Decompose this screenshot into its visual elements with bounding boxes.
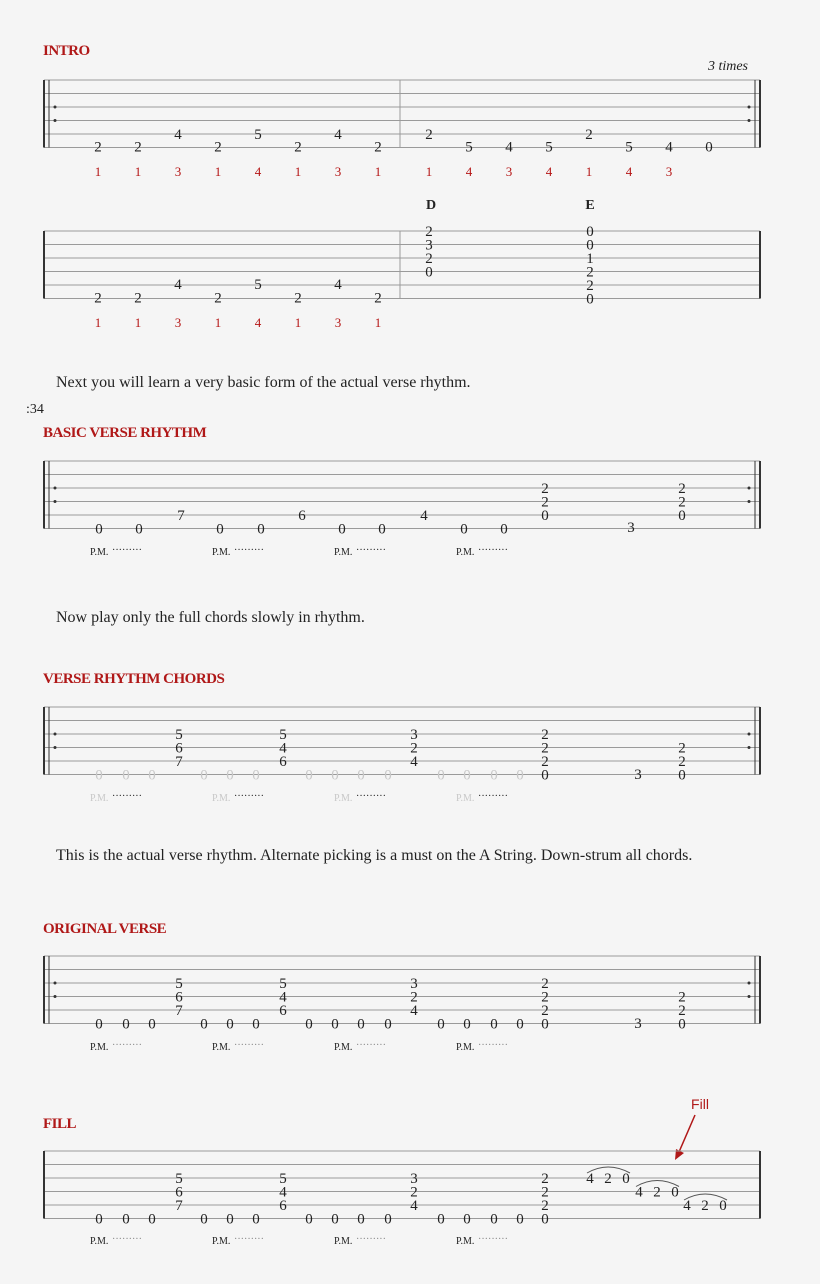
- instruction-text: Next you will learn a very basic form of the actual verse rhythm.: [56, 374, 471, 391]
- tab-note: 4: [174, 277, 182, 293]
- instruction-text: This is the actual verse rhythm. Alternate picking is a must on the A String. Down-strum all chords.: [56, 847, 693, 864]
- tab-note: 4: [505, 139, 513, 156]
- finger-number: 3: [665, 164, 673, 179]
- tab-note: 2: [701, 1198, 709, 1214]
- palm-mute-marker: P.M.: [212, 793, 231, 804]
- repeat-dot: [748, 500, 751, 503]
- tab-note: 4: [665, 139, 673, 156]
- tab-note: 0: [541, 1016, 549, 1033]
- timestamp: :34: [26, 402, 44, 417]
- tab-note: 2: [541, 754, 549, 770]
- tab-note: 0: [200, 767, 208, 784]
- tab-note: 0: [516, 1016, 524, 1033]
- palm-mute-marker: P.M.: [90, 547, 109, 558]
- tab-notes: [90, 80, 727, 1247]
- finger-number: 1: [94, 164, 102, 179]
- finger-number: 1: [425, 164, 433, 179]
- finger-number: 4: [545, 164, 553, 179]
- repeat-dot: [748, 995, 751, 998]
- palm-mute-marker: P.M.: [334, 547, 353, 558]
- tab-note: 4: [334, 127, 342, 143]
- staves: [44, 80, 760, 1219]
- palm-mute-marker: P.M.: [334, 1236, 353, 1247]
- tab-note: 0: [437, 1211, 445, 1228]
- tab-note: 2: [586, 278, 594, 294]
- finger-number: 4: [625, 164, 633, 179]
- tab-note: 0: [216, 521, 224, 538]
- fill-label: Fill: [691, 1096, 709, 1112]
- tab-note: 7: [175, 1003, 183, 1019]
- tab-note: 2: [541, 494, 549, 511]
- palm-mute-dots: ·········: [478, 545, 508, 556]
- tab-note: 0: [122, 767, 130, 784]
- tab-note: 0: [463, 1211, 471, 1228]
- tab-note: 3: [410, 727, 418, 743]
- tab-note: 0: [135, 521, 143, 538]
- tab-note: 0: [437, 1016, 445, 1033]
- tab-note: 3: [634, 1016, 642, 1032]
- tab-note: 2: [678, 1003, 686, 1019]
- tab-note: 2: [214, 290, 222, 307]
- tab-note: 0: [490, 1211, 498, 1228]
- tab-note: 2: [678, 494, 686, 511]
- palm-mute-dots: ·········: [112, 1040, 142, 1051]
- staff-intro-2: [44, 231, 760, 299]
- tab-note: 0: [490, 767, 498, 784]
- repeat-dot: [54, 487, 57, 490]
- tab-note: 3: [410, 976, 418, 992]
- staff-verse-chords: [44, 707, 760, 775]
- tab-note: 0: [95, 767, 103, 784]
- tab-note: 2: [604, 1171, 612, 1187]
- fill-arrow: [679, 1115, 695, 1152]
- tab-note: 0: [331, 767, 339, 784]
- chord-name-e: E: [585, 198, 595, 213]
- repeat-dot: [54, 106, 57, 109]
- tab-note: 0: [586, 224, 594, 240]
- tab-note: 4: [683, 1198, 691, 1214]
- tab-note: 0: [95, 521, 103, 538]
- tab-note: 0: [148, 1211, 156, 1228]
- tab-note: 0: [148, 767, 156, 784]
- tab-note: 2: [294, 290, 302, 307]
- section-title-verse-chords: VERSE RHYTHM CHORDS: [43, 671, 225, 687]
- tab-note: 0: [338, 521, 346, 538]
- tab-note: 0: [378, 521, 386, 538]
- tab-note: 2: [94, 290, 102, 307]
- palm-mute-dots: ·········: [234, 1040, 264, 1051]
- tab-note: 0: [122, 1211, 130, 1228]
- finger-number: 3: [334, 164, 342, 179]
- palm-mute-marker: P.M.: [212, 1042, 231, 1053]
- tab-note: 0: [500, 521, 508, 538]
- palm-mute-marker: P.M.: [90, 793, 109, 804]
- palm-mute-dots: ·········: [478, 1234, 508, 1245]
- repeat-dot: [54, 733, 57, 736]
- tab-note: 6: [175, 1184, 183, 1201]
- tab-note: 6: [279, 1003, 287, 1019]
- tab-note: 0: [384, 767, 392, 784]
- tab-note: 0: [226, 1211, 234, 1228]
- palm-mute-marker: P.M.: [90, 1042, 109, 1053]
- tab-note: 0: [384, 1211, 392, 1228]
- tab-note: 2: [585, 127, 593, 143]
- tab-note: 3: [425, 237, 433, 254]
- palm-mute-dots: ·········: [234, 545, 264, 556]
- repeat-dot: [54, 500, 57, 503]
- palm-mute-marker: P.M.: [212, 1236, 231, 1247]
- palm-mute-dots: ·········: [112, 545, 142, 556]
- tab-note: 4: [635, 1184, 643, 1201]
- tab-note: 2: [586, 264, 594, 281]
- palm-mute-marker: P.M.: [456, 1042, 475, 1053]
- repeat-dot: [748, 982, 751, 985]
- finger-number: 1: [374, 164, 382, 179]
- tab-note: 2: [678, 481, 686, 497]
- repeat-dot: [54, 119, 57, 122]
- finger-number: 1: [134, 164, 142, 179]
- palm-mute-dots: ·········: [234, 791, 264, 802]
- section-title-basic-verse: BASIC VERSE RHYTHM: [43, 425, 207, 441]
- tab-note: 0: [622, 1171, 630, 1187]
- tab-note: 0: [671, 1184, 679, 1201]
- tab-note: 0: [384, 1016, 392, 1033]
- tab-note: 0: [252, 1211, 260, 1228]
- staff-intro-1: [44, 80, 760, 148]
- repeat-dot: [54, 746, 57, 749]
- tab-note: 1: [586, 251, 594, 267]
- palm-mute-dots: ·········: [112, 1234, 142, 1245]
- palm-mute-marker: P.M.: [456, 1236, 475, 1247]
- tab-note: 4: [279, 989, 287, 1006]
- finger-number: 3: [334, 315, 342, 330]
- tab-note: 0: [331, 1211, 339, 1228]
- tab-note: 2: [294, 139, 302, 156]
- tab-note: 4: [410, 754, 418, 770]
- tab-note: 5: [545, 139, 553, 156]
- tab-note: 0: [719, 1198, 727, 1214]
- staff-basic-verse: [44, 461, 760, 529]
- tab-note: 0: [586, 291, 594, 308]
- chord-name-d: D: [425, 198, 437, 213]
- palm-mute-marker: P.M.: [456, 547, 475, 558]
- tab-note: 6: [175, 740, 183, 757]
- tab-note: 0: [541, 508, 549, 524]
- tab-note: 4: [334, 277, 342, 293]
- instruction-text: Now play only the full chords slowly in rhythm.: [56, 609, 365, 626]
- finger-number: 1: [585, 164, 593, 179]
- tab-note: 5: [279, 727, 287, 743]
- tab-note: 0: [95, 1016, 103, 1033]
- finger-number: 4: [254, 164, 262, 179]
- tab-note: 0: [95, 1211, 103, 1228]
- tab-note: 0: [678, 1016, 686, 1033]
- repeat-dot: [54, 982, 57, 985]
- palm-mute-dots: ·········: [356, 545, 386, 556]
- staff-original-verse: [44, 956, 760, 1024]
- tab-note: 2: [134, 290, 142, 307]
- tab-note: 2: [541, 1184, 549, 1201]
- tab-note: 5: [465, 139, 473, 156]
- repeat-dot: [748, 487, 751, 490]
- finger-number: 1: [374, 315, 382, 330]
- palm-mute-dots: ·········: [356, 791, 386, 802]
- tab-note: 5: [279, 1171, 287, 1187]
- tab-note: 2: [541, 976, 549, 992]
- tab-note: 0: [490, 1016, 498, 1033]
- tab-note: 5: [625, 139, 633, 156]
- tab-note: 0: [200, 1211, 208, 1228]
- finger-number: 3: [174, 315, 182, 330]
- tab-note: 2: [214, 139, 222, 156]
- tab-note: 0: [305, 767, 313, 784]
- tab-note: 0: [460, 521, 468, 538]
- tab-note: 2: [541, 1003, 549, 1019]
- tab-note: 0: [425, 264, 433, 281]
- tab-note: 0: [586, 237, 594, 254]
- tab-note: 0: [257, 521, 265, 538]
- tab-note: 0: [331, 1016, 339, 1033]
- repeat-dot: [748, 733, 751, 736]
- tab-note: 6: [175, 989, 183, 1006]
- tab-note: 7: [175, 754, 183, 770]
- palm-mute-dots: ·········: [112, 791, 142, 802]
- tab-note: 0: [357, 767, 365, 784]
- tab-note: 0: [516, 767, 524, 784]
- tab-note: 4: [279, 740, 287, 757]
- tab-note: 7: [175, 1198, 183, 1214]
- tab-note: 2: [541, 1171, 549, 1187]
- tab-note: 6: [279, 1198, 287, 1214]
- tab-note: 0: [516, 1211, 524, 1228]
- tab-note: 2: [410, 989, 418, 1006]
- tab-note: 0: [357, 1016, 365, 1033]
- palm-mute-marker: P.M.: [334, 1042, 353, 1053]
- tab-note: 2: [410, 1184, 418, 1201]
- tab-note: 3: [410, 1171, 418, 1187]
- section-title-intro: INTRO: [43, 43, 90, 59]
- tab-note: 5: [254, 127, 262, 143]
- tab-note: 0: [200, 1016, 208, 1033]
- tab-note: 2: [374, 290, 382, 307]
- tab-note: 5: [175, 727, 183, 743]
- tab-note: 2: [541, 727, 549, 743]
- finger-number: 3: [505, 164, 513, 179]
- tab-note: 3: [634, 767, 642, 783]
- finger-number: 1: [214, 164, 222, 179]
- finger-number: 4: [254, 315, 262, 330]
- palm-mute-marker: P.M.: [212, 547, 231, 558]
- tab-note: 5: [175, 976, 183, 992]
- tab-note: 2: [678, 754, 686, 770]
- tab-note: 0: [678, 508, 686, 524]
- tab-note: 2: [410, 740, 418, 757]
- tab-note: 0: [252, 1016, 260, 1033]
- palm-mute-dots: ·········: [356, 1234, 386, 1245]
- section-title-fill: FILL: [43, 1116, 77, 1132]
- finger-number: 1: [294, 315, 302, 330]
- tab-note: 2: [653, 1184, 661, 1201]
- tab-note: 0: [463, 767, 471, 784]
- finger-number: 1: [94, 315, 102, 330]
- palm-mute-dots: ·········: [234, 1234, 264, 1245]
- tab-note: 2: [541, 740, 549, 757]
- palm-mute-marker: P.M.: [456, 793, 475, 804]
- tab-note: 2: [678, 989, 686, 1006]
- tab-note: 2: [425, 224, 433, 240]
- tab-note: 0: [541, 767, 549, 784]
- tab-note: 5: [254, 277, 262, 293]
- tab-note: 5: [279, 976, 287, 992]
- tab-note: 2: [94, 139, 102, 156]
- tab-note: 2: [678, 740, 686, 757]
- finger-number: 4: [465, 164, 473, 179]
- finger-number: 1: [134, 315, 142, 330]
- palm-mute-marker: P.M.: [90, 1236, 109, 1247]
- tab-note: 2: [134, 139, 142, 156]
- tab-note: 0: [305, 1211, 313, 1228]
- tab-note: 2: [425, 251, 433, 267]
- repeat-dot: [748, 746, 751, 749]
- tab-note: 0: [305, 1016, 313, 1033]
- palm-mute-dots: ·········: [478, 1040, 508, 1051]
- tab-note: 4: [174, 127, 182, 143]
- tab-note: 2: [541, 1198, 549, 1214]
- tab-note: 0: [678, 767, 686, 784]
- tab-note: 4: [410, 1003, 418, 1019]
- tab-note: 2: [374, 139, 382, 156]
- tab-note: 0: [122, 1016, 130, 1033]
- tab-note: 7: [177, 508, 185, 524]
- finger-number: 1: [214, 315, 222, 330]
- tab-note: 6: [279, 754, 287, 770]
- tab-note: 0: [148, 1016, 156, 1033]
- finger-number: 1: [294, 164, 302, 179]
- tab-note: 0: [357, 1211, 365, 1228]
- section-title-original-verse: ORIGINAL VERSE: [43, 921, 167, 937]
- tab-note: 0: [252, 767, 260, 784]
- tab-note: 0: [437, 767, 445, 784]
- tab-note: 0: [705, 139, 713, 156]
- palm-mute-marker: P.M.: [334, 793, 353, 804]
- tab-note: 2: [541, 989, 549, 1006]
- tab-note: 6: [298, 508, 306, 524]
- tab-note: 4: [410, 1198, 418, 1214]
- tab-note: 5: [175, 1171, 183, 1187]
- tab-note: 0: [541, 1211, 549, 1228]
- tab-note: 2: [541, 481, 549, 497]
- palm-mute-dots: ·········: [356, 1040, 386, 1051]
- palm-mute-dots: ·········: [478, 791, 508, 802]
- repeat-count: 3 times: [707, 59, 748, 74]
- finger-number: 3: [174, 164, 182, 179]
- repeat-dot: [748, 119, 751, 122]
- tab-note: 4: [586, 1171, 594, 1187]
- tab-note: 0: [463, 1016, 471, 1033]
- tab-note: 2: [425, 127, 433, 143]
- tab-note: 0: [226, 1016, 234, 1033]
- tab-note: 3: [627, 520, 635, 536]
- tab-note: 4: [420, 508, 428, 524]
- tab-note: 4: [279, 1184, 287, 1201]
- repeat-dot: [54, 995, 57, 998]
- tab-note: 0: [226, 767, 234, 784]
- repeat-dot: [748, 106, 751, 109]
